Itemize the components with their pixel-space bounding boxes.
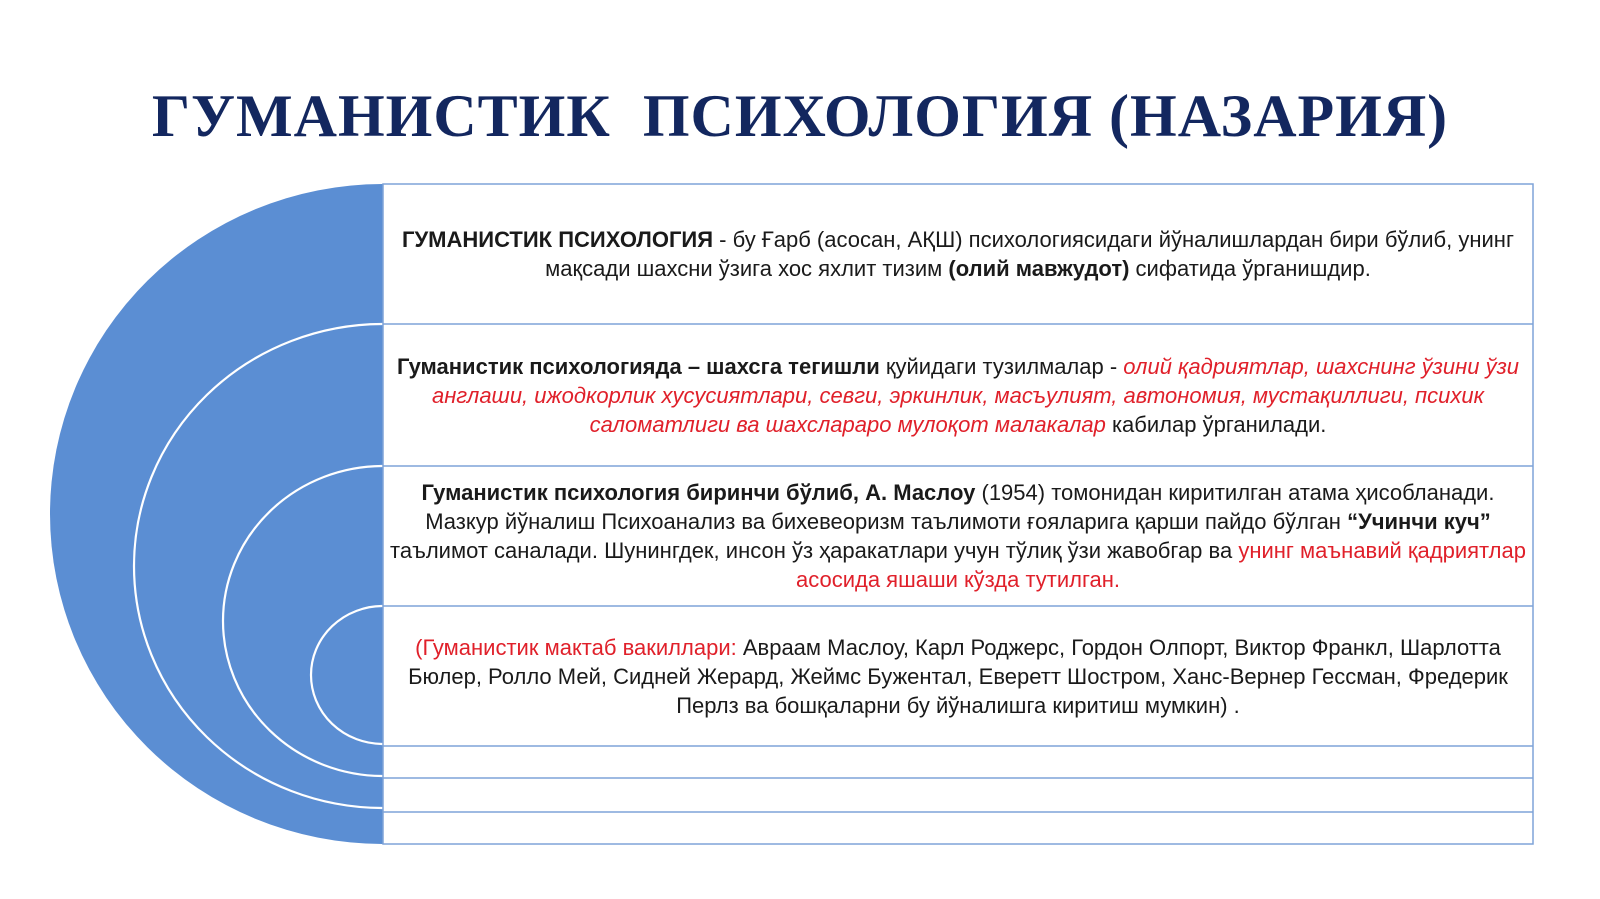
structures-block <box>383 324 1533 466</box>
history-text-2: таълимот саналади. Шунингдек, инсон ўз ҳаракатлари учун тўлиқ ўзи жавобгар ва <box>390 538 1239 563</box>
representatives-list: Авраам Маслоу, Карл Роджерс, Гордон Олпорт, Виктор Франкл, Шарлотта Бюлер, Ролло Мей, Сидней Жерард, Жеймс Бужентал, Еверетт Шостром, Ханс-Вернер Гессман, Фредерик Перлз ва бошқаларни бу йўналишга киритиш мумкин) . <box>408 634 1508 718</box>
representatives-text <box>389 633 1527 720</box>
history-values-text: унинг маънавий қадриятлар асосида яшаши кўзда тутилган. <box>795 538 1526 592</box>
structures-text-2: кабилар ўрганилади. <box>1105 411 1327 437</box>
definition-block <box>383 184 1533 324</box>
structures-list: олий қадриятлар, шахснинг ўзини ўзи англаши, ижодкорлик хусусиятлари, севги, эркинлик, масъулият, автономия, мустақиллиги, психик саломатлиги ва шахслараро мулоқот малакалар <box>431 353 1520 437</box>
structures-heading: Гуманистик психологияда – шахсга тегишли <box>396 353 880 379</box>
representatives-heading: (Гуманистик мактаб вакиллари: <box>415 634 737 660</box>
structures-text-1: қуйидаги тузилмалар - <box>879 353 1124 379</box>
definition-text-2: сифатида ўрганишдир. <box>1129 256 1371 281</box>
history-text <box>389 478 1527 594</box>
structures-text <box>389 352 1527 439</box>
history-text-1: (1954) томонидан киритилган атама ҳисобланади. Мазкур йўналиш Психоанализ ва бихевеоризм таълимоти ғояларига қарши пайдо бўлган <box>425 480 1495 534</box>
third-force-term: “Учинчи куч” <box>1347 509 1491 534</box>
slide-title: ГУМАНИСТИК ПСИХОЛОГИЯ (НАЗАРИЯ) <box>151 83 1449 149</box>
history-block <box>383 466 1533 606</box>
definition-text-1: - бу Ғарб (асосан, АҚШ) психологиясидаги йўналишлардан бири бўлиб, унинг мақсади шахсни ўзига хос яхлит тизим <box>545 227 1514 281</box>
history-heading: Гуманистик психология биринчи бўлиб, А. Маслоу <box>421 480 976 505</box>
definition-text <box>389 225 1527 283</box>
representatives-block <box>383 606 1533 746</box>
definition-term: ГУМАНИСТИК ПСИХОЛОГИЯ <box>402 227 714 252</box>
definition-term-2: (олий мавжудот) <box>948 256 1130 281</box>
